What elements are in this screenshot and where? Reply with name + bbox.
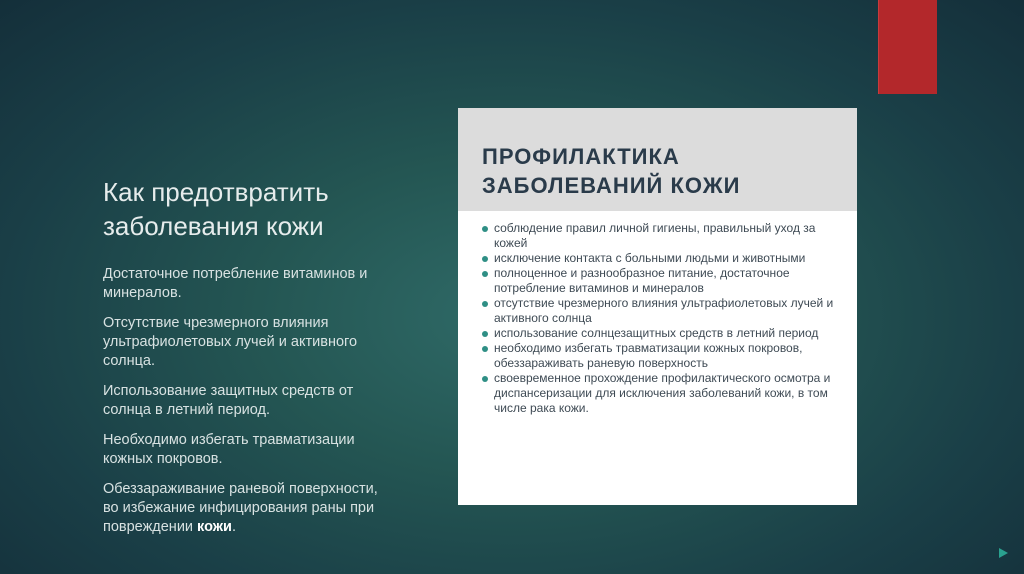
card-list-item <box>482 296 847 326</box>
card-title-line-1: ПРОФИЛАКТИКА <box>482 144 680 169</box>
card-list-item <box>482 266 847 296</box>
bullet-dot-icon <box>482 331 488 337</box>
card-item-text: использование солнцезащитных средств в летний период <box>494 326 819 340</box>
prevention-card <box>458 108 857 505</box>
card-list <box>458 211 857 416</box>
slide-bullet: Отсутствие чрезмерного влияния ультрафиолетовых лучей и активного солнца. <box>103 315 358 369</box>
card-item-text: необходимо избегать травматизации кожных покровов, обеззараживать раневую поверхность <box>494 341 803 370</box>
bullet-dot-icon <box>482 226 488 232</box>
bullet-dot-icon <box>482 346 488 352</box>
slide-bullet <box>103 480 393 537</box>
card-list-item <box>482 326 847 341</box>
bullet-dot-icon <box>482 301 488 307</box>
slide-bullet-bold: кожи <box>197 519 232 535</box>
red-accent-tab <box>878 0 937 94</box>
play-arrow-icon <box>999 548 1008 558</box>
slide-bullet: Необходимо избегать травматизации кожных покровов. <box>103 432 355 467</box>
card-item-text: отсутствие чрезмерного влияния ультрафиолетовых лучей и активного солнца <box>494 296 834 325</box>
bullet-dot-icon <box>482 271 488 277</box>
card-list-item <box>482 371 847 416</box>
card-item-text: соблюдение правил личной гигиены, правильный уход за кожей <box>494 221 816 250</box>
slide-bullet: Использование защитных средств от солнца в летний период. <box>103 383 354 418</box>
bullet-dot-icon <box>482 256 488 262</box>
slide-bullet-list <box>103 265 393 548</box>
slide-bullet: Достаточное потребление витаминов и минералов. <box>103 266 368 301</box>
card-list-item <box>482 341 847 371</box>
slide-bullet-suffix: . <box>231 519 237 535</box>
card-list-item <box>482 251 847 266</box>
card-item-text: полноценное и разнообразное питание, достаточное потребление витаминов и минералов <box>494 266 790 295</box>
card-list-item <box>482 221 847 251</box>
card-header <box>458 108 857 211</box>
slide-bullet-text: Обеззараживание раневой поверхности, во избежание инфицирования раны при повреждении <box>103 481 378 535</box>
card-title-line-2: ЗАБОЛЕВАНИЙ КОЖИ <box>482 173 741 198</box>
slide-title: Как предотвратить заболевания кожи <box>103 177 329 241</box>
card-item-text: исключение контакта с больными людьми и животными <box>494 251 806 265</box>
bullet-dot-icon <box>482 376 488 382</box>
card-item-text: своевременное прохождение профилактического осмотра и диспансеризации для исключения заболеваний кожи, в том числе рака кожи. <box>494 371 831 415</box>
